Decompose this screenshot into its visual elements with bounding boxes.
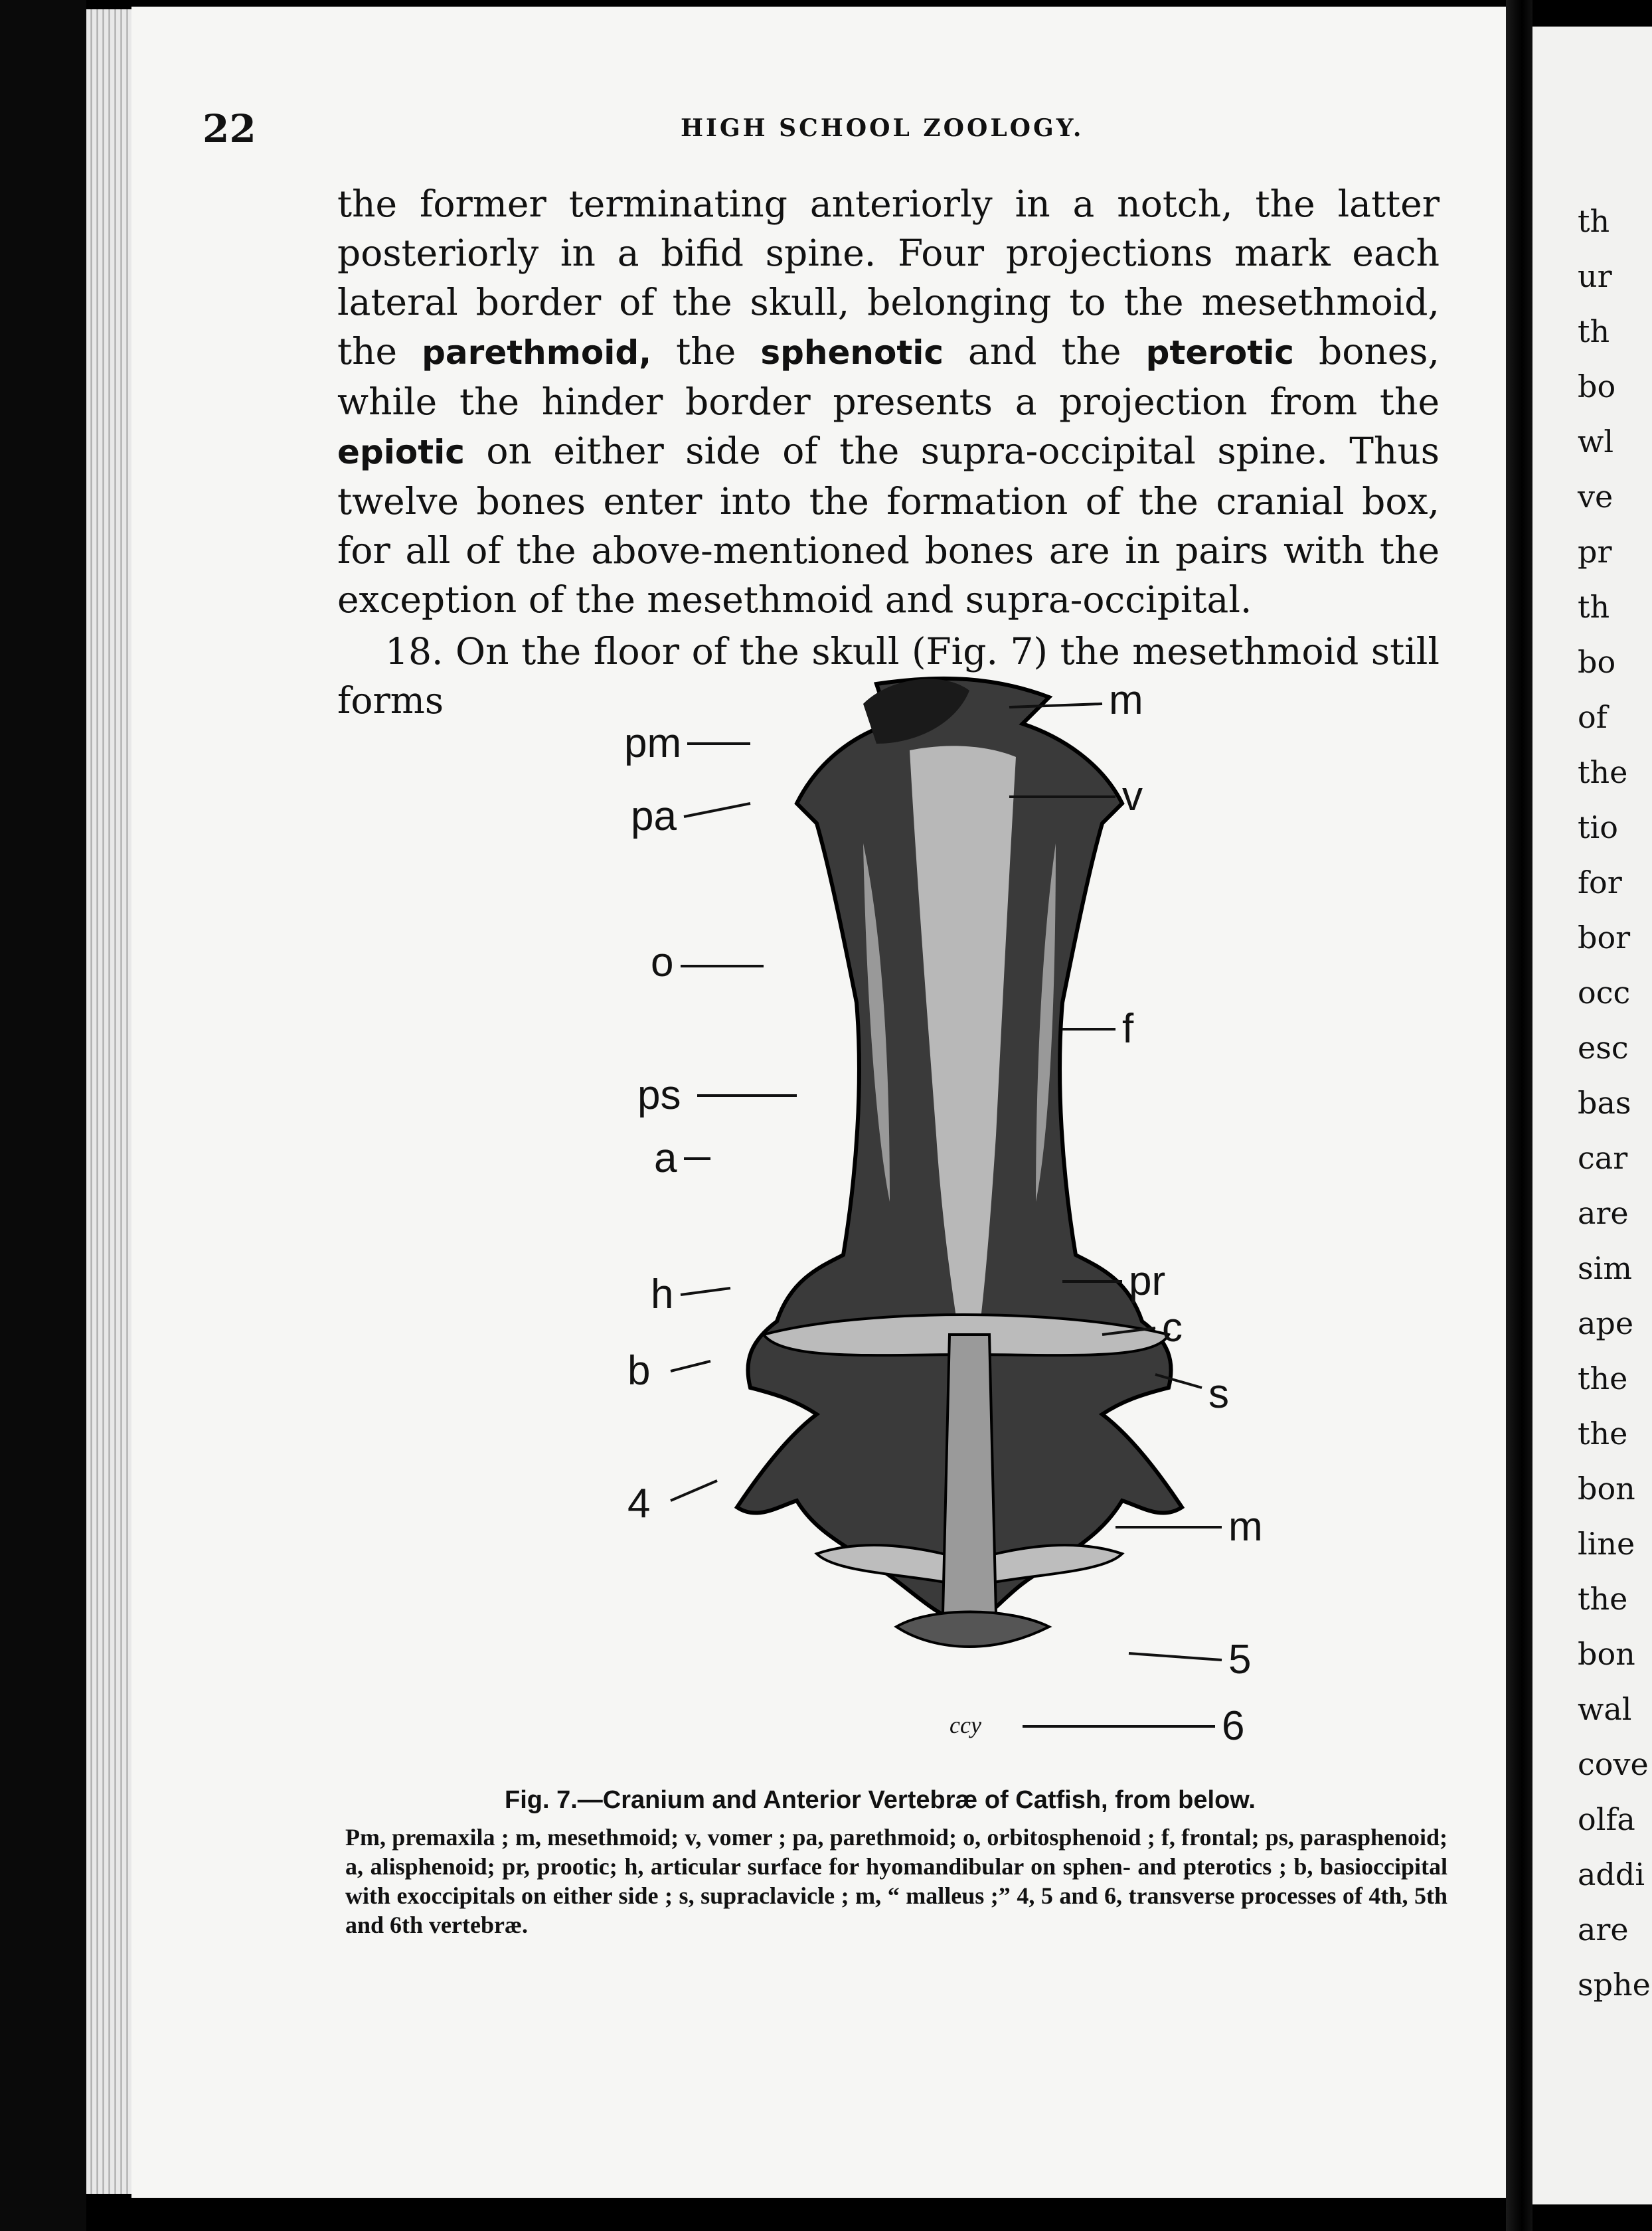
label-pm: pm <box>624 720 682 766</box>
facing-page-fragment: ve <box>1578 479 1613 515</box>
figure-catfish-cranium <box>598 671 1328 1766</box>
facing-page-fragment: th <box>1578 589 1610 625</box>
figure-caption-body: Pm, premaxila ; m, mesethmoid; v, vomer ; pa, parethmoid; o, orbitosphenoid ; f, frontal; ps, parasphenoid; a, alisphenoid; pr, prootic; h, articular surface for hyomandibular on sphen- and pterotics ; b, basioccipital with exoccipitals on either side ; s, supraclavicle ; m, “ malleus ;” 4, 5 and 6, transverse processes of 4th, 5th and 6th vertebræ. <box>345 1824 1447 1938</box>
label-5: 5 <box>1228 1637 1252 1683</box>
label-s: s <box>1208 1371 1229 1417</box>
facing-page-fragment: are <box>1578 1912 1629 1947</box>
facing-page-edge <box>1532 27 1652 2204</box>
paragraph-1 <box>337 179 1440 624</box>
facing-page-fragment: esc <box>1578 1030 1629 1066</box>
facing-page-fragment: olfa <box>1578 1801 1635 1837</box>
label-v: v <box>1122 774 1143 819</box>
facing-page-fragment: the <box>1578 1581 1628 1617</box>
facing-page-fragment: for <box>1578 865 1622 900</box>
process-6 <box>896 1612 1049 1647</box>
facing-page-fragment: line <box>1578 1526 1635 1562</box>
facing-page-fragment: tio <box>1578 809 1618 845</box>
facing-page-fragment: are <box>1578 1195 1629 1231</box>
facing-page-fragment: occ <box>1578 975 1631 1011</box>
vertebral-column <box>943 1335 996 1613</box>
label-m-top: m <box>1109 677 1143 723</box>
label-c: c <box>1162 1305 1183 1351</box>
label-m-bottom: m <box>1228 1504 1263 1550</box>
facing-page-fragment: the <box>1578 754 1628 790</box>
leader-b <box>671 1361 710 1371</box>
facing-page-fragment: bo <box>1578 369 1616 404</box>
label-pa: pa <box>631 793 677 839</box>
label-6: 6 <box>1222 1703 1245 1749</box>
label-f: f <box>1122 1006 1134 1052</box>
text-run: the former terminating anteriorly in a notch, the latter posteriorly in a bifid spine. Four projections mark each lateral border of the skull, belonging to the mesethmoid, the <box>337 183 1440 372</box>
facing-page-fragment: bas <box>1578 1085 1631 1121</box>
facing-page-fragment: pr <box>1578 534 1612 570</box>
label-pr: pr <box>1129 1258 1166 1304</box>
facing-page-fragment: car <box>1578 1140 1628 1176</box>
facing-page-fragment: wal <box>1578 1691 1632 1727</box>
facing-page-fragment: sphe <box>1578 1967 1651 2003</box>
term-epiotic: epiotic <box>337 433 465 471</box>
leader-pa <box>684 803 750 817</box>
running-head: HIGH SCHOOL ZOOLOGY. <box>681 114 1084 142</box>
page-stack-edges <box>86 9 133 2194</box>
label-b: b <box>627 1348 651 1394</box>
facing-page-fragment: bon <box>1578 1471 1635 1507</box>
term-pterotic: pterotic <box>1145 333 1294 372</box>
label-4: 4 <box>627 1481 651 1527</box>
paragraph-2: 18. On the floor of the skull (Fig. 7) the mesethmoid still forms <box>337 630 1440 722</box>
leader-4 <box>671 1481 717 1501</box>
term-sphenotic: sphenotic <box>760 333 944 372</box>
text-run: and the <box>944 330 1146 372</box>
text-run: on either side of the supra-occipital spine. Thus twelve bones enter into the formation of the cranial box, for all of the above-mentioned bones are in pairs with the exception of the mesethmoid and supra-occipital. <box>337 430 1440 621</box>
label-o: o <box>651 940 674 985</box>
facing-page-fragment: cove <box>1578 1746 1649 1782</box>
facing-page-fragment: sim <box>1578 1250 1632 1286</box>
facing-page-fragment: the <box>1578 1416 1628 1451</box>
body-text <box>337 179 1440 725</box>
facing-page-fragment: bo <box>1578 644 1616 680</box>
cranium-illustration <box>598 671 1328 1766</box>
facing-page-fragment: bor <box>1578 920 1631 955</box>
facing-page-fragment: ape <box>1578 1305 1634 1341</box>
page-number: 22 <box>203 106 256 151</box>
label-ps: ps <box>637 1072 681 1118</box>
book-gutter <box>1506 0 1532 2231</box>
facing-page-fragment: th <box>1578 203 1610 239</box>
label-h: h <box>651 1272 674 1317</box>
left-dark-margin <box>0 0 86 2231</box>
facing-page-fragment: the <box>1578 1361 1628 1396</box>
text-run: the <box>651 330 761 372</box>
facing-page-fragment: bon <box>1578 1636 1635 1672</box>
figure-caption-title: Fig. 7.—Cranium and Anterior Vertebræ of Catfish, from below. <box>505 1786 1256 1814</box>
facing-page-fragment: th <box>1578 313 1610 349</box>
leader-h <box>681 1288 730 1295</box>
text-run: bones, while the hinder border presents a projection from the <box>337 330 1440 423</box>
facing-page-fragment: addi <box>1578 1857 1645 1892</box>
leader-5 <box>1129 1653 1222 1660</box>
page-header <box>203 106 1451 153</box>
artist-signature: ccy <box>950 1712 981 1738</box>
facing-page-fragment: ur <box>1578 258 1612 294</box>
facing-page-fragment: wl <box>1578 424 1614 459</box>
facing-page-fragment: of <box>1578 699 1608 735</box>
label-a: a <box>654 1135 677 1181</box>
term-parethmoid: parethmoid, <box>422 333 652 372</box>
